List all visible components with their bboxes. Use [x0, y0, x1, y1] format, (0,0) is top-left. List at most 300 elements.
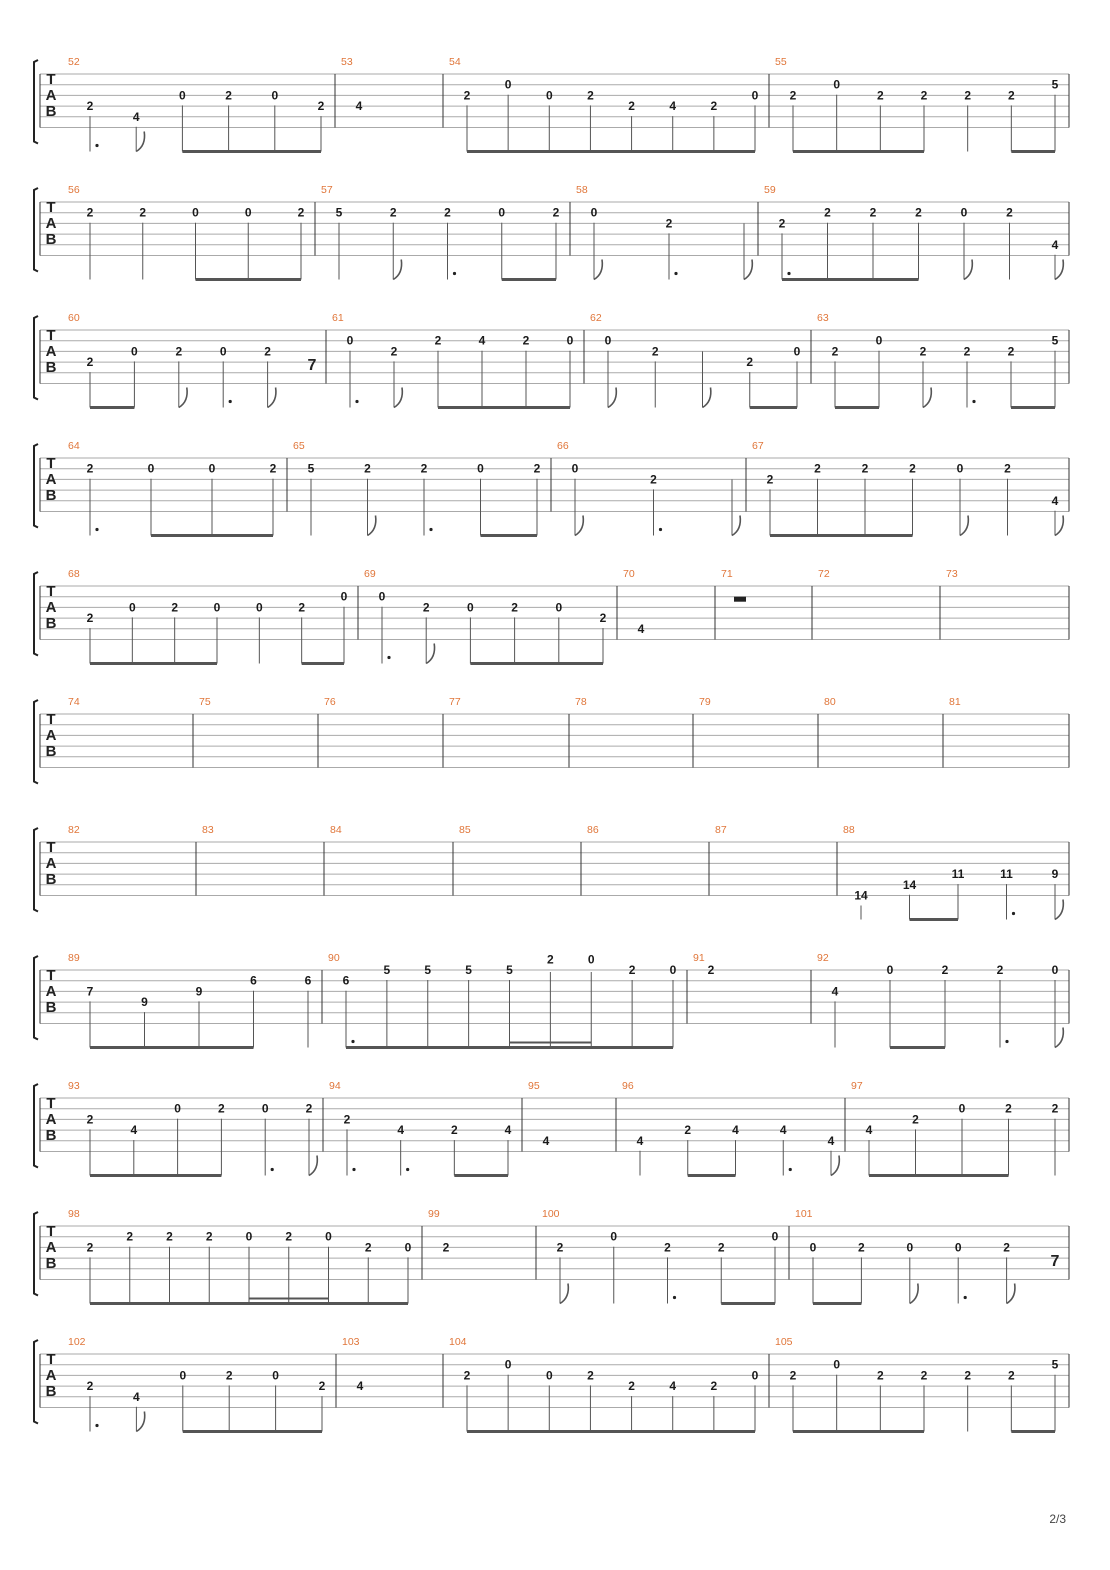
measure-number: 83	[202, 824, 214, 836]
fret-number: 2	[1007, 344, 1015, 359]
note-flag	[1055, 900, 1063, 920]
fret-number: 4	[478, 333, 486, 348]
system-bracket	[34, 1340, 38, 1424]
measure-number: 85	[459, 824, 471, 836]
fret-number: 0	[498, 205, 506, 220]
fret-number: 9	[1051, 867, 1059, 882]
fret-number: 0	[261, 1101, 269, 1116]
tab-clef-letter: B	[45, 359, 57, 376]
tab-clef-letter: A	[45, 1239, 57, 1256]
fret-number: 2	[814, 461, 821, 476]
note-flag	[964, 260, 972, 280]
measure-number: 91	[693, 952, 705, 964]
measure-number: 71	[721, 568, 733, 580]
fret-number: 4	[397, 1123, 405, 1138]
measure-number: 72	[818, 568, 830, 580]
measure-number: 94	[329, 1080, 341, 1092]
measure-number: 56	[68, 184, 80, 196]
measure-number: 82	[68, 824, 80, 836]
tab-clef-letter: B	[45, 103, 57, 120]
rhythm-dot	[229, 400, 232, 403]
measure-number: 52	[68, 56, 80, 68]
fret-number: 0	[504, 1357, 512, 1372]
fret-number: 2	[166, 1229, 173, 1244]
rhythm-dot	[1012, 912, 1015, 915]
measure-number: 78	[575, 696, 587, 708]
system-bracket	[34, 1212, 38, 1296]
fret-number: 2	[707, 963, 715, 977]
fret-number: 5	[506, 963, 513, 977]
fret-number: 2	[684, 1123, 692, 1138]
fret-number: 5	[1051, 1357, 1059, 1372]
fret-number: 2	[86, 99, 94, 114]
measure-number: 58	[576, 184, 588, 196]
fret-number: 5	[307, 461, 315, 476]
fret-number: 2	[1051, 1101, 1059, 1116]
eighth-rest: 7	[1050, 1253, 1060, 1271]
measure-number: 77	[449, 696, 461, 708]
fret-number: 2	[650, 472, 657, 487]
fret-number: 2	[171, 600, 179, 615]
fret-number: 2	[651, 344, 659, 359]
tab-system	[34, 56, 1069, 152]
fret-number: 2	[996, 963, 1004, 977]
tab-clef-letter: B	[45, 1383, 57, 1400]
fret-number: 0	[793, 344, 801, 359]
tab-system	[34, 312, 1069, 408]
fret-number: 2	[1007, 1368, 1015, 1383]
fret-number: 0	[545, 88, 553, 103]
fret-number: 6	[250, 973, 257, 988]
measure-number: 87	[715, 824, 727, 836]
fret-number: 0	[751, 88, 759, 103]
note-flag	[608, 388, 616, 408]
fret-number: 2	[463, 88, 471, 103]
fret-number: 0	[954, 1240, 962, 1255]
fret-number: 4	[831, 984, 839, 999]
tab-clef-letter: T	[46, 1095, 56, 1112]
system-bracket	[34, 956, 38, 1040]
measure-number: 86	[587, 824, 599, 836]
fret-number: 2	[861, 461, 869, 476]
fret-number: 0	[179, 88, 186, 103]
fret-number: 2	[587, 1368, 594, 1383]
fret-number: 2	[364, 1240, 372, 1255]
rhythm-dot	[95, 1424, 98, 1427]
tab-clef-letter: T	[46, 71, 56, 88]
measure-number: 89	[68, 952, 80, 964]
tab-clef-letter: T	[46, 967, 56, 984]
fret-number: 2	[86, 205, 94, 220]
system-bracket	[34, 828, 38, 912]
note-flag	[268, 388, 276, 408]
tab-system	[34, 952, 1069, 1048]
fret-number: 0	[906, 1240, 914, 1255]
fret-number: 2	[86, 461, 94, 476]
fret-number: 0	[245, 1229, 253, 1244]
fret-number: 0	[809, 1240, 817, 1255]
fret-number: 2	[858, 1240, 865, 1255]
measure-number: 69	[364, 568, 376, 580]
fret-number: 0	[179, 1368, 187, 1383]
measure-number: 63	[817, 312, 829, 324]
measure-number: 74	[68, 696, 80, 708]
fret-number: 0	[208, 461, 216, 476]
note-flag	[394, 388, 402, 408]
fret-number: 2	[450, 1123, 458, 1138]
tab-clef-letter: A	[45, 343, 57, 360]
fret-number: 2	[876, 1368, 884, 1383]
fret-number: 2	[522, 333, 530, 348]
measure-number: 64	[68, 440, 80, 452]
measure-number: 68	[68, 568, 80, 580]
fret-number: 2	[919, 344, 927, 359]
note-flag	[960, 516, 968, 536]
fret-number: 4	[669, 99, 677, 114]
fret-number: 0	[219, 344, 227, 359]
measure-number: 54	[449, 56, 461, 68]
fret-number: 4	[504, 1123, 512, 1138]
tab-clef-letter: B	[45, 231, 57, 248]
measure-number: 84	[330, 824, 342, 836]
measure-number: 61	[332, 312, 344, 324]
fret-number: 0	[213, 600, 221, 615]
tab-clef-letter: T	[46, 1223, 56, 1240]
rhythm-dot	[271, 1168, 274, 1171]
measure-number: 80	[824, 696, 836, 708]
fret-number: 2	[126, 1229, 134, 1244]
fret-number: 0	[886, 963, 894, 977]
fret-number: 0	[587, 952, 595, 967]
rhythm-dot	[429, 528, 432, 531]
fret-number: 0	[545, 1368, 553, 1383]
fret-number: 2	[664, 1240, 671, 1255]
fret-number: 2	[218, 1101, 225, 1116]
fret-number: 2	[463, 1368, 471, 1383]
fret-number: 2	[628, 1379, 635, 1394]
fret-number: 0	[751, 1368, 759, 1383]
measure-number: 75	[199, 696, 211, 708]
fret-number: 2	[1005, 1101, 1012, 1116]
note-flag	[732, 516, 740, 536]
measure-number: 65	[293, 440, 305, 452]
fret-number: 4	[732, 1123, 739, 1138]
fret-number: 4	[865, 1123, 873, 1138]
fret-number: 2	[434, 333, 442, 348]
tab-system	[34, 696, 1069, 784]
note-flag	[831, 1156, 839, 1176]
note-flag	[393, 260, 401, 280]
fret-number: 2	[86, 1240, 94, 1255]
rhythm-dot	[673, 1296, 676, 1299]
tab-clef-letter: A	[45, 1111, 57, 1128]
fret-number: 0	[555, 600, 563, 615]
fret-number: 5	[1051, 77, 1059, 92]
rhythm-dot	[1005, 1040, 1008, 1043]
measure-number: 103	[342, 1336, 360, 1348]
fret-number: 0	[378, 589, 386, 604]
fret-number: 0	[272, 1368, 279, 1383]
fret-number: 11	[951, 867, 965, 882]
system-bracket	[34, 316, 38, 400]
fret-number: 2	[778, 216, 786, 231]
fret-number: 2	[269, 461, 277, 476]
system-bracket	[34, 60, 38, 144]
fret-number: 2	[390, 344, 398, 359]
fret-number: 2	[139, 205, 147, 220]
rhythm-dot	[789, 1168, 792, 1171]
fret-number: 2	[547, 952, 554, 967]
tab-clef-letter: A	[45, 87, 57, 104]
system-bracket	[34, 188, 38, 272]
fret-number: 2	[444, 205, 451, 220]
measure-number: 95	[528, 1080, 540, 1092]
fret-number: 4	[130, 1123, 138, 1138]
tab-clef-letter: T	[46, 583, 56, 600]
fret-number: 2	[964, 88, 972, 103]
fret-number: 2	[599, 611, 607, 626]
fret-number: 0	[271, 88, 279, 103]
rhythm-dot	[972, 400, 975, 403]
tab-clef-letter: A	[45, 855, 57, 872]
rhythm-dot	[659, 528, 662, 531]
fret-number: 2	[285, 1229, 293, 1244]
fret-number: 4	[1051, 493, 1059, 508]
fret-number: 2	[964, 1368, 972, 1383]
tab-clef-letter: T	[46, 711, 56, 728]
tab-clef-letter: B	[45, 615, 57, 632]
fret-number: 4	[132, 109, 140, 124]
fret-number: 4	[827, 1133, 835, 1148]
note-flag	[368, 516, 376, 536]
fret-number: 0	[128, 600, 136, 615]
tab-system	[34, 824, 1069, 920]
fret-number: 0	[571, 461, 579, 476]
tab-clef-letter: B	[45, 871, 57, 888]
fret-number: 0	[958, 1101, 966, 1116]
fret-number: 2	[909, 461, 916, 476]
measure-number: 100	[542, 1208, 560, 1220]
system-bracket	[34, 1084, 38, 1168]
fret-number: 0	[669, 963, 677, 977]
fret-number: 0	[771, 1229, 779, 1244]
fret-number: 0	[346, 333, 354, 348]
fret-number: 0	[255, 600, 263, 615]
fret-number: 2	[86, 1379, 94, 1394]
tab-system	[34, 184, 1069, 280]
fret-number: 5	[335, 205, 343, 220]
fret-number: 0	[566, 333, 574, 348]
fret-number: 2	[766, 472, 774, 487]
fret-number: 0	[960, 205, 968, 220]
fret-number: 2	[717, 1240, 725, 1255]
fret-number: 4	[1051, 237, 1059, 252]
fret-number: 6	[342, 973, 350, 988]
fret-number: 2	[420, 461, 428, 476]
fret-number: 0	[956, 461, 964, 476]
tab-clef-letter: B	[45, 999, 57, 1016]
fret-number: 2	[264, 344, 271, 359]
fret-number: 2	[556, 1240, 564, 1255]
note-flag	[136, 132, 144, 152]
fret-number: 2	[511, 600, 518, 615]
measure-number: 93	[68, 1080, 80, 1092]
measure-number: 70	[623, 568, 635, 580]
fret-number: 2	[205, 1229, 213, 1244]
fret-number: 5	[383, 963, 391, 977]
fret-number: 2	[317, 99, 325, 114]
page-number: 2/3	[1049, 1512, 1066, 1526]
fret-number: 0	[147, 461, 155, 476]
fret-number: 0	[875, 333, 883, 348]
tab-clef-letter: A	[45, 1367, 57, 1384]
measure-number: 79	[699, 696, 711, 708]
fret-number: 2	[628, 99, 635, 114]
fret-number: 4	[636, 1133, 644, 1148]
fret-number: 4	[542, 1133, 550, 1148]
fret-number: 2	[746, 355, 754, 370]
measure-number: 92	[817, 952, 829, 964]
fret-number: 9	[141, 995, 148, 1010]
fret-number: 0	[833, 77, 841, 92]
tab-system	[34, 568, 1069, 664]
fret-number: 5	[424, 963, 432, 977]
fret-number: 2	[941, 963, 949, 977]
measure-number: 88	[843, 824, 855, 836]
fret-number: 2	[920, 1368, 928, 1383]
fret-number: 2	[963, 344, 971, 359]
fret-number: 2	[175, 344, 183, 359]
fret-number: 4	[355, 99, 363, 114]
fret-number: 4	[133, 1389, 140, 1404]
fret-number: 2	[305, 1101, 313, 1116]
fret-number: 0	[325, 1229, 332, 1244]
fret-number: 2	[912, 1112, 919, 1127]
rhythm-dot	[406, 1168, 409, 1171]
fret-number: 4	[669, 1379, 677, 1394]
tab-system	[34, 1208, 1069, 1304]
rhythm-dot	[674, 272, 677, 275]
note-flag	[744, 260, 752, 280]
measure-number: 90	[328, 952, 340, 964]
fret-number: 2	[533, 461, 541, 476]
fret-number: 2	[225, 88, 232, 103]
fret-number: 2	[1004, 461, 1011, 476]
note-flag	[309, 1156, 317, 1176]
fret-number: 2	[343, 1112, 351, 1127]
note-flag	[594, 260, 602, 280]
system-bracket	[34, 444, 38, 528]
fret-number: 2	[86, 355, 94, 370]
tab-clef-letter: B	[45, 1255, 57, 1272]
fret-number: 2	[1007, 88, 1015, 103]
note-flag	[1055, 260, 1063, 280]
rhythm-dot	[964, 1296, 967, 1299]
measure-number: 101	[795, 1208, 813, 1220]
fret-number: 2	[86, 611, 94, 626]
note-flag	[703, 388, 711, 408]
tab-system	[34, 1336, 1069, 1432]
fret-number: 2	[628, 963, 636, 977]
tab-clef-letter: A	[45, 471, 57, 488]
fret-number: 2	[789, 1368, 797, 1383]
measure-number: 96	[622, 1080, 634, 1092]
tab-clef-letter: T	[46, 455, 56, 472]
fret-number: 2	[789, 88, 797, 103]
fret-number: 2	[587, 88, 594, 103]
fret-number: 9	[195, 984, 203, 999]
tab-clef-letter: A	[45, 983, 57, 1000]
tab-clef-letter: T	[46, 199, 56, 216]
tab-clef-letter: T	[46, 839, 56, 856]
fret-number: 2	[665, 216, 673, 231]
fret-number: 2	[422, 600, 430, 615]
fret-number: 2	[364, 461, 371, 476]
fret-number: 2	[552, 205, 560, 220]
measure-number: 57	[321, 184, 333, 196]
fret-number: 0	[467, 600, 474, 615]
measure-number: 62	[590, 312, 602, 324]
fret-number: 5	[465, 963, 472, 977]
fret-number: 2	[824, 205, 831, 220]
measure-number: 76	[324, 696, 336, 708]
measure-number: 73	[946, 568, 958, 580]
fret-number: 2	[831, 344, 839, 359]
fret-number: 2	[86, 1112, 94, 1127]
measure-number: 60	[68, 312, 80, 324]
tab-clef-letter: B	[45, 487, 57, 504]
fret-number: 0	[833, 1357, 841, 1372]
note-flag	[1055, 1028, 1063, 1048]
fret-number: 11	[1000, 867, 1013, 882]
rhythm-dot	[351, 1040, 354, 1043]
fret-number: 0	[504, 77, 512, 92]
fret-number: 0	[610, 1229, 618, 1244]
fret-number: 0	[590, 205, 598, 220]
fret-number: 2	[876, 88, 884, 103]
measure-number: 102	[68, 1336, 86, 1348]
fret-number: 2	[318, 1379, 326, 1394]
measure-number: 97	[851, 1080, 863, 1092]
fret-number: 0	[340, 589, 348, 604]
tab-clef-letter: B	[45, 743, 57, 760]
fret-number: 2	[298, 600, 306, 615]
fret-number: 4	[637, 621, 645, 636]
measure-number: 104	[449, 1336, 467, 1348]
fret-number: 0	[192, 205, 199, 220]
fret-number: 14	[902, 877, 917, 892]
fret-number: 2	[297, 205, 305, 220]
fret-number: 0	[174, 1101, 181, 1116]
rhythm-dot	[787, 272, 790, 275]
measure-number: 66	[557, 440, 569, 452]
tab-clef-letter: A	[45, 727, 57, 744]
fret-number: 2	[389, 205, 397, 220]
rhythm-dot	[95, 144, 98, 147]
tab-clef-letter: A	[45, 215, 57, 232]
fret-number: 0	[477, 461, 484, 476]
rhythm-dot	[352, 1168, 355, 1171]
fret-number: 6	[304, 973, 312, 988]
fret-number: 2	[869, 205, 877, 220]
measure-number: 55	[775, 56, 787, 68]
fret-number: 0	[244, 205, 252, 220]
rhythm-dot	[453, 272, 456, 275]
fret-number: 2	[1003, 1240, 1010, 1255]
measure-number: 81	[949, 696, 961, 708]
note-flag	[426, 644, 434, 664]
note-flag	[575, 516, 583, 536]
